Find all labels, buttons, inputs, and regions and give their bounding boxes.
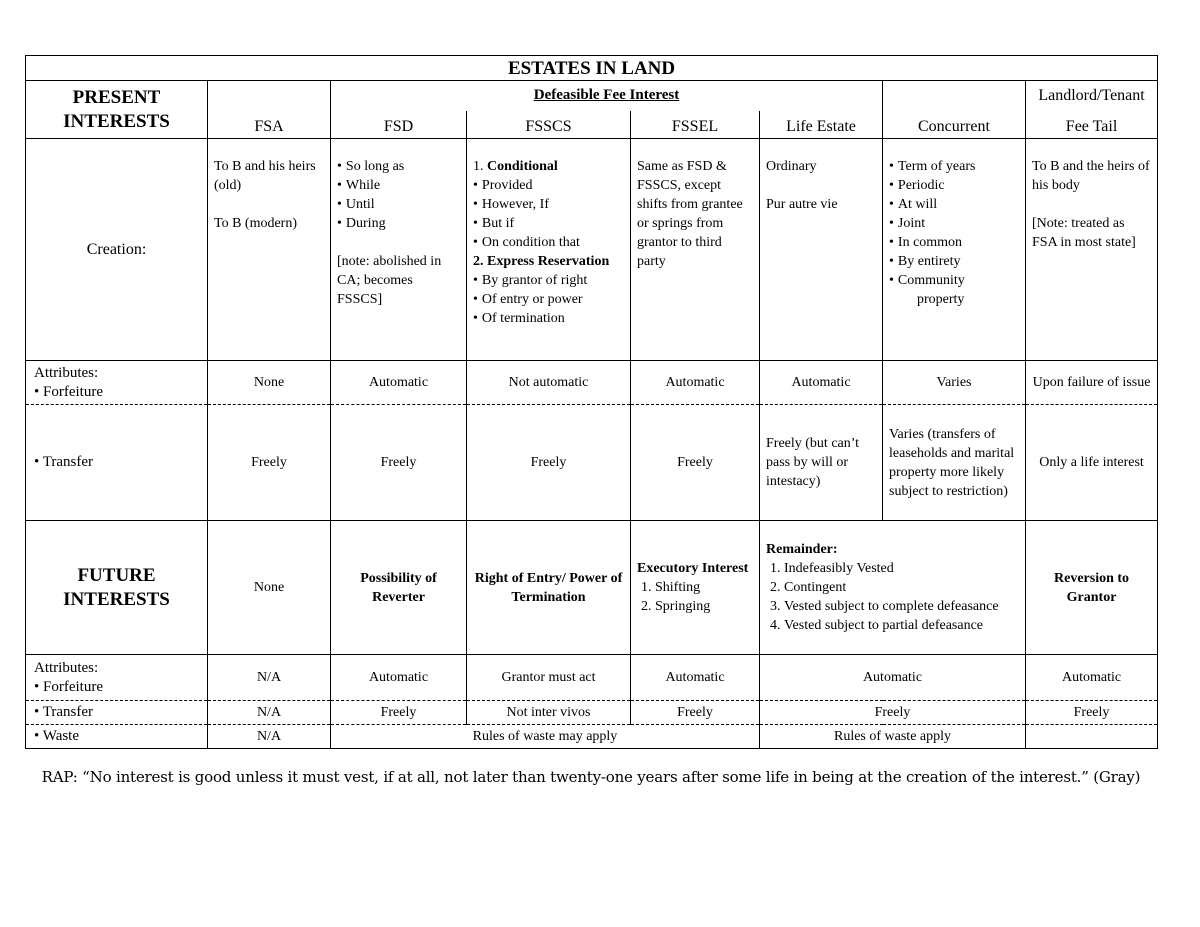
present-transfer-life: Freely (but can’t pass by will or intestacy) [760,405,883,521]
present-transfer-row [26,405,1158,521]
creation-fsa [208,139,331,361]
present-forfeiture-fsa: None [208,361,331,405]
list-item: • However, If [473,195,624,214]
fsa-header-spacer [208,81,331,111]
present-transfer-label [26,405,208,521]
rap-footnote: RAP: “No interest is good unless it must vest, if at all, not later than twenty-one years after some life in being at the creation of the interest.” (Gray) [41,768,1141,786]
estates-table [25,55,1158,749]
present-interests-header: PRESENT INTERESTS [26,81,208,139]
present-forfeiture-concurrent: Varies [883,361,1026,405]
future-waste-remainder: Rules of waste apply [760,725,1026,749]
list-item: • Term of years [889,157,1019,176]
col-concurrent: Concurrent [883,111,1026,139]
list-item: • But if [473,214,624,233]
future-transfer-remainder: Freely [760,701,1026,725]
creation-concurrent [883,139,1026,361]
creation-row [26,139,1158,361]
list-item: 1. Indefeasibly Vested [784,559,1019,578]
future-transfer-fsscs: Not inter vivos [467,701,631,725]
list-item: • Of termination [473,309,624,328]
fsscs-conditional: Conditional [487,159,558,174]
present-forfeiture-fssel: Automatic [631,361,760,405]
list-item: • On condition that [473,233,624,252]
list-item: • Of entry or power [473,290,624,309]
feetail-creation: To B and the heirs of his body [1032,159,1150,193]
concurrent-property: property [917,292,965,307]
remainder-list [766,559,1019,635]
feetail-note: [Note: treated as FSA in most state] [1032,216,1136,250]
creation-fee-tail [1026,139,1158,361]
title-row [26,56,1158,81]
list-item: • Joint [889,214,1019,233]
creation-fssel: Same as FSD & FSSCS, except shifts from grantee or springs from grantor to third party [631,139,760,361]
future-forfeiture-fssel: Automatic [631,655,760,701]
fsscs-heading-2 [473,252,624,271]
attribute-name [34,703,201,722]
header-row-top [26,81,1158,111]
future-transfer-fssel: Freely [631,701,760,725]
future-remainder [760,521,1026,655]
future-fsa: None [208,521,331,655]
list-item: 3. Vested subject to complete defeasance [784,597,1019,616]
life-ordinary: Ordinary [766,159,817,174]
future-transfer-fsd: Freely [331,701,467,725]
bullet-icon: • [34,454,43,470]
creation-label: Creation: [26,139,208,361]
list-item: 2. Springing [655,597,753,616]
list-item: • By grantor of right [473,271,624,290]
future-forfeiture-feetail: Automatic [1026,655,1158,701]
future-transfer-fsa: N/A [208,701,331,725]
present-forfeiture-fsscs: Not automatic [467,361,631,405]
present-transfer-fsa: Freely [208,405,331,521]
present-transfer-fsd: Freely [331,405,467,521]
fsd-creation-list [337,157,460,233]
attribute-name [34,453,201,472]
creation-fsscs [467,139,631,361]
concurrent-creation-list [889,157,1019,290]
present-forfeiture-row [26,361,1158,405]
future-waste-fsa: N/A [208,725,331,749]
attributes-label: Attributes: [34,364,99,381]
future-fssel [631,521,760,655]
spacer [214,195,324,214]
present-transfer-concurrent: Varies (transfers of leaseholds and marital property more likely subject to restriction) [883,405,1026,521]
future-interests-header: FUTURE INTERESTS [26,521,208,655]
bullet-icon: • [34,678,44,695]
list-item: • Until [337,195,460,214]
future-waste-defeasible: Rules of waste may apply [331,725,760,749]
future-forfeiture-row [26,655,1158,701]
landlord-tenant-header: Landlord/Tenant [1026,81,1158,111]
present-forfeiture-fsd: Automatic [331,361,467,405]
list-item: • So long as [337,157,460,176]
creation-life-estate [760,139,883,361]
spacer [766,176,876,195]
future-forfeiture-fsa: N/A [208,655,331,701]
future-waste-row [26,725,1158,749]
present-transfer-feetail: Only a life interest [1026,405,1158,521]
defeasible-header: Defeasible Fee Interest [331,81,883,111]
list-item: • While [337,176,460,195]
list-item: • Provided [473,176,624,195]
present-forfeiture-feetail: Upon failure of issue [1026,361,1158,405]
future-fsscs: Right of Entry/ Power of Termination [467,521,631,655]
list-item: • Community [889,271,1019,290]
fsscs-express-reservation: Express Reservation [487,254,610,269]
col-fsd: FSD [331,111,467,139]
attribute-label-text: Forfeiture [43,383,103,400]
attribute-label-text: Transfer [42,454,94,470]
life-header-spacer [883,81,1026,111]
list-item: 2. Contingent [784,578,1019,597]
list-item: • At will [889,195,1019,214]
attribute-name [34,678,201,697]
present-transfer-fssel: Freely [631,405,760,521]
bullet-icon: • [34,383,44,400]
bullet-icon: • [34,728,43,744]
attribute-name [34,727,201,746]
future-forfeiture-fsscs: Grantor must act [467,655,631,701]
col-life-estate: Life Estate [760,111,883,139]
future-feetail: Reversion to Grantor [1026,521,1158,655]
fsa-creation-modern: To B (modern) [214,216,298,231]
fsscs-conditional-list [473,176,624,252]
attributes-label: Attributes: [34,659,99,676]
col-fssel: FSSEL [631,111,760,139]
number-label: 1. [473,159,487,174]
list-item: • During [337,214,460,233]
fsd-creation-note: [note: abolished in CA; becomes FSSCS] [337,254,442,307]
future-waste-label [26,725,208,749]
attribute-label-text: Waste [42,728,80,744]
creation-fsd [331,139,467,361]
future-interests-row [26,521,1158,655]
remainder-heading: Remainder: [766,542,838,557]
fsscs-heading-1 [473,157,624,176]
col-fee-tail: Fee Tail [1026,111,1158,139]
number-label: 2. [473,254,487,269]
list-item: • In common [889,233,1019,252]
table-title: ESTATES IN LAND [26,56,1158,81]
attribute-label-text: Forfeiture [43,678,103,695]
executory-interest-list [637,578,753,616]
future-forfeiture-remainder: Automatic [760,655,1026,701]
life-pur-autre-vie: Pur autre vie [766,197,838,212]
attribute-label-text: Transfer [42,704,94,720]
list-item: 4. Vested subject to partial defeasance [784,616,1019,635]
future-transfer-row [26,701,1158,725]
spacer [1032,195,1151,214]
future-forfeiture-label [26,655,208,701]
future-waste-feetail [1026,725,1158,749]
col-fsscs: FSSCS [467,111,631,139]
future-forfeiture-fsd: Automatic [331,655,467,701]
spacer [337,233,460,252]
present-forfeiture-life: Automatic [760,361,883,405]
fsscs-reservation-list [473,271,624,328]
future-fsd: Possibility of Reverter [331,521,467,655]
list-item: • Periodic [889,176,1019,195]
col-fsa: FSA [208,111,331,139]
present-forfeiture-label [26,361,208,405]
present-transfer-fsscs: Freely [467,405,631,521]
list-item: • By entirety [889,252,1019,271]
future-transfer-label [26,701,208,725]
bullet-icon: • [34,704,43,720]
attribute-name [34,383,201,402]
executory-interest-heading: Executory Interest [637,561,749,576]
future-transfer-feetail: Freely [1026,701,1158,725]
list-item: 1. Shifting [655,578,753,597]
fsa-creation-old: To B and his heirs (old) [214,159,316,193]
